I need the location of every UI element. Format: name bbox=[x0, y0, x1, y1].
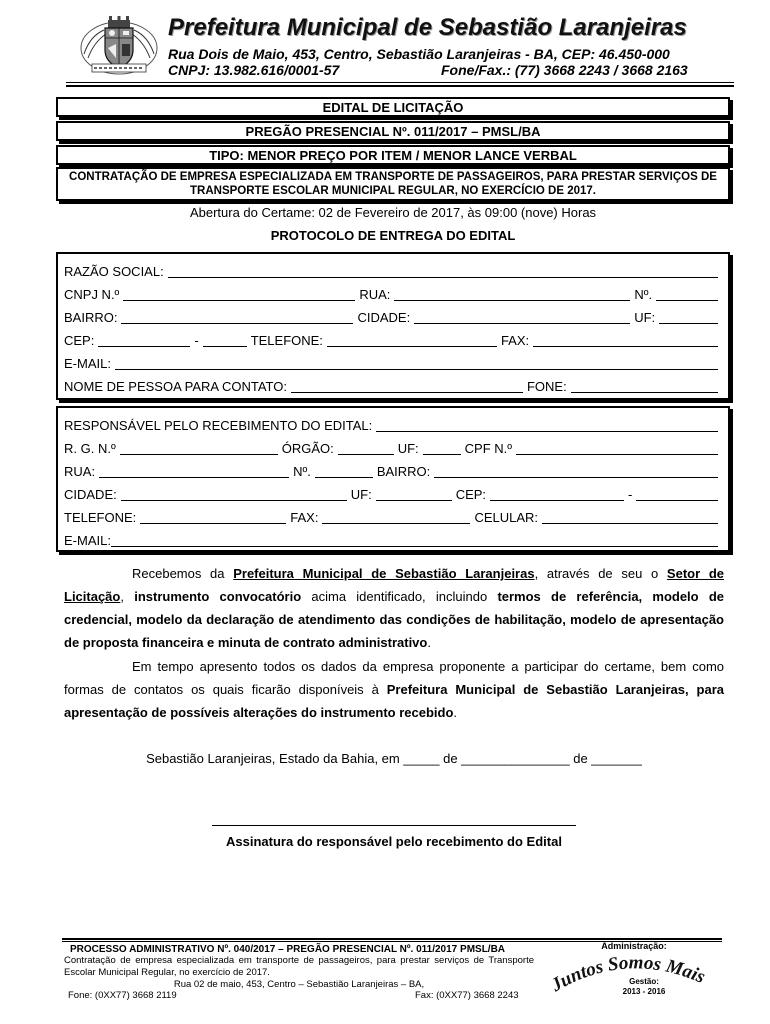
edital-title: EDITAL DE LICITAÇÃO bbox=[322, 100, 464, 115]
p1-text-3: , bbox=[120, 589, 135, 604]
cep-label: CEP: bbox=[64, 333, 95, 348]
bairro-field[interactable] bbox=[121, 311, 353, 324]
header-address: Rua Dois de Maio, 453, Centro, Sebastião Laranjeiras - BA, CEP: 46.450-000 bbox=[168, 46, 670, 62]
email-row bbox=[64, 350, 722, 372]
resp-rua-label: RUA: bbox=[64, 464, 96, 479]
p1-text-1: Recebemos da bbox=[132, 566, 234, 581]
contato-field[interactable] bbox=[291, 380, 523, 393]
p1-instrumento: instrumento convocatório bbox=[134, 589, 302, 604]
tipo-title-box bbox=[56, 145, 730, 165]
resp-rua-field[interactable] bbox=[99, 465, 289, 478]
cep-separator: - bbox=[194, 333, 199, 348]
resp-bairro-field[interactable] bbox=[434, 465, 718, 478]
resp-uf2-field[interactable] bbox=[376, 488, 452, 501]
footer-phone: Fone: (0XX77) 3668 2119 bbox=[68, 990, 177, 1001]
resp-uf-field[interactable] bbox=[423, 442, 461, 455]
resp-fax-label: FAX: bbox=[290, 510, 319, 525]
resp-telefone-row bbox=[64, 504, 722, 526]
responsavel-field[interactable] bbox=[376, 419, 718, 432]
p1-text-2: , através de seu o bbox=[534, 566, 667, 581]
bairro-label: BAIRRO: bbox=[64, 310, 118, 325]
p1-text-5: . bbox=[427, 635, 431, 650]
rg-row bbox=[64, 435, 722, 457]
signature-line[interactable] bbox=[212, 825, 576, 826]
numero-label: Nº. bbox=[634, 287, 653, 302]
abertura-date: Abertura do Certame: 02 de Fevereiro de 2017, às 09:00 (nove) Horas bbox=[189, 205, 597, 220]
cidade-field[interactable] bbox=[414, 311, 630, 324]
razao-social-label: RAZÃO SOCIAL: bbox=[64, 264, 164, 279]
p2-text-2: . bbox=[453, 705, 458, 720]
municipal-crest-logo bbox=[78, 14, 160, 76]
email-label: E-MAIL: bbox=[64, 356, 111, 371]
resp-numero-label: Nº. bbox=[293, 464, 311, 479]
date-line: Sebastião Laranjeiras, Estado da Bahia, em _____ de _______________ de _______ bbox=[146, 751, 642, 766]
bairro-row bbox=[64, 304, 722, 326]
telefone-label: TELEFONE: bbox=[250, 333, 323, 348]
rg-field[interactable] bbox=[120, 442, 278, 455]
razao-social-field[interactable] bbox=[168, 265, 718, 278]
celular-label: CELULAR: bbox=[474, 510, 539, 525]
fax-field[interactable] bbox=[533, 334, 718, 347]
footer-processo: PROCESSO ADMINISTRATIVO Nº. 040/2017 – PREGÃO PRESENCIAL Nº. 011/2017 PMSL/BA bbox=[70, 944, 506, 955]
p2-prefeitura: Prefeitura Municipal de Sebastião Laranjeiras, para apresentação de possíveis alterações do instrumento recebido bbox=[64, 682, 724, 720]
cnpj-label: CNPJ N.º bbox=[64, 287, 120, 302]
resp-telefone-field[interactable] bbox=[140, 511, 286, 524]
p1-text-4: acima identificado, incluindo bbox=[301, 589, 498, 604]
cidade-label: CIDADE: bbox=[357, 310, 411, 325]
resp-rua-row bbox=[64, 458, 722, 480]
responsible-form bbox=[56, 406, 730, 552]
orgao-field[interactable] bbox=[338, 442, 394, 455]
declaration-paragraph bbox=[64, 655, 724, 724]
resp-cep-separator: - bbox=[628, 487, 633, 502]
fone-label: FONE: bbox=[526, 379, 567, 394]
razao-social-row bbox=[64, 258, 722, 280]
orgao-label: ÓRGÃO: bbox=[281, 441, 334, 456]
objeto-box bbox=[56, 167, 730, 201]
resp-email-field[interactable] bbox=[111, 534, 718, 547]
receipt-paragraph bbox=[64, 562, 724, 654]
header-phone-fax: Fone/Fax.: (77) 3668 2243 / 3668 2163 bbox=[441, 62, 688, 78]
p1-prefeitura: Prefeitura Municipal de Sebastião Laranjeiras bbox=[233, 566, 535, 581]
responsavel-label: RESPONSÁVEL PELO RECEBIMENTO DO EDITAL: bbox=[64, 418, 373, 433]
footer-address: Rua 02 de maio, 453, Centro – Sebastião Laranjeiras – BA, bbox=[173, 979, 425, 990]
uf-field[interactable] bbox=[659, 311, 718, 324]
p1-documents-list: termos de referência, modelo de credencial, modelo da declaração de atendimento das condições de habilitação, modelo de apresentação de proposta financeira e minuta de contrato administrativo bbox=[64, 589, 724, 650]
p2-text-1: Em tempo apresento todos os dados da empresa proponente a participar do certame, bem como formas de contatos os quais ficarão disponíveis à bbox=[64, 659, 724, 697]
p1-setor-licitacao: Setor de Licitação bbox=[64, 566, 725, 604]
contato-label: NOME DE PESSOA PARA CONTATO: bbox=[64, 379, 287, 394]
header-cnpj: CNPJ: 13.982.616/0001-57 bbox=[168, 62, 340, 78]
email-field[interactable] bbox=[115, 357, 718, 370]
rua-field[interactable] bbox=[394, 288, 630, 301]
resp-bairro-label: BAIRRO: bbox=[376, 464, 431, 479]
pregao-title: PREGÃO PRESENCIAL Nº. 011/2017 – PMSL/BA bbox=[245, 124, 541, 139]
resp-fax-field[interactable] bbox=[322, 511, 470, 524]
cnpj-field[interactable] bbox=[123, 288, 355, 301]
edital-title-box bbox=[56, 97, 730, 117]
resp-telefone-label: TELEFONE: bbox=[64, 510, 137, 525]
cep-field-1[interactable] bbox=[98, 334, 190, 347]
numero-field[interactable] bbox=[656, 288, 718, 301]
contato-row bbox=[64, 373, 722, 395]
footer-fax: Fax: (0XX77) 3668 2243 bbox=[415, 990, 519, 1001]
resp-cidade-field[interactable] bbox=[121, 488, 347, 501]
logo-gestao-label: Gestão: bbox=[629, 977, 659, 986]
celular-field[interactable] bbox=[542, 511, 718, 524]
resp-cep-field-1[interactable] bbox=[490, 488, 624, 501]
logo-years: 2013 - 2016 bbox=[622, 987, 666, 996]
objeto-text: CONTRATAÇÃO DE EMPRESA ESPECIALIZADA EM TRANSPORTE DE PASSAGEIROS, PARA PRESTAR SERVIÇOS DE TRANSPORTE ESCOLAR MUNICIPAL REGULAR, NO EXERCÍCIO DE 2017. bbox=[69, 171, 717, 197]
cpf-label: CPF N.º bbox=[464, 441, 513, 456]
resp-cidade-row bbox=[64, 481, 722, 503]
header-title: Prefeitura Municipal de Sebastião Laranjeiras bbox=[168, 14, 687, 41]
resp-uf2-label: UF: bbox=[350, 487, 372, 502]
resp-email-label: E-MAIL: bbox=[64, 533, 111, 548]
resp-cidade-label: CIDADE: bbox=[64, 487, 117, 502]
cnpj-row bbox=[64, 281, 722, 303]
resp-cep-field-2[interactable] bbox=[636, 488, 718, 501]
tipo-title: TIPO: MENOR PREÇO POR ITEM / MENOR LANCE VERBAL bbox=[209, 148, 577, 163]
rg-label: R. G. N.º bbox=[64, 441, 116, 456]
resp-uf-label: UF: bbox=[397, 441, 419, 456]
fax-label: FAX: bbox=[500, 333, 530, 348]
resp-numero-field[interactable] bbox=[315, 465, 373, 478]
cep-row bbox=[64, 327, 722, 349]
cpf-field[interactable] bbox=[516, 442, 718, 455]
logo-top-text: Administração: bbox=[601, 941, 667, 951]
pregao-title-box bbox=[56, 121, 730, 141]
cep-field-2[interactable] bbox=[203, 334, 247, 347]
telefone-field[interactable] bbox=[327, 334, 497, 347]
resp-cep-label: CEP: bbox=[455, 487, 487, 502]
uf-label: UF: bbox=[634, 310, 656, 325]
header-divider bbox=[66, 82, 734, 87]
responsavel-row bbox=[64, 412, 722, 434]
protocolo-heading: PROTOCOLO DE ENTREGA DO EDITAL bbox=[270, 228, 516, 243]
footer-description: Contratação de empresa especializada em transporte de passageiros, para prestar serviços de Transporte Escolar Municipal Regular, no exercício de 2017. bbox=[64, 955, 534, 978]
administration-logo bbox=[548, 938, 720, 1010]
company-form bbox=[56, 252, 730, 400]
signature-label: Assinatura do responsável pelo recebimento do Edital bbox=[226, 834, 562, 849]
logo-slogan-text: Juntos Somos Mais bbox=[548, 952, 709, 997]
rua-label: RUA: bbox=[359, 287, 391, 302]
resp-email-row bbox=[64, 527, 722, 549]
fone-field[interactable] bbox=[571, 380, 718, 393]
